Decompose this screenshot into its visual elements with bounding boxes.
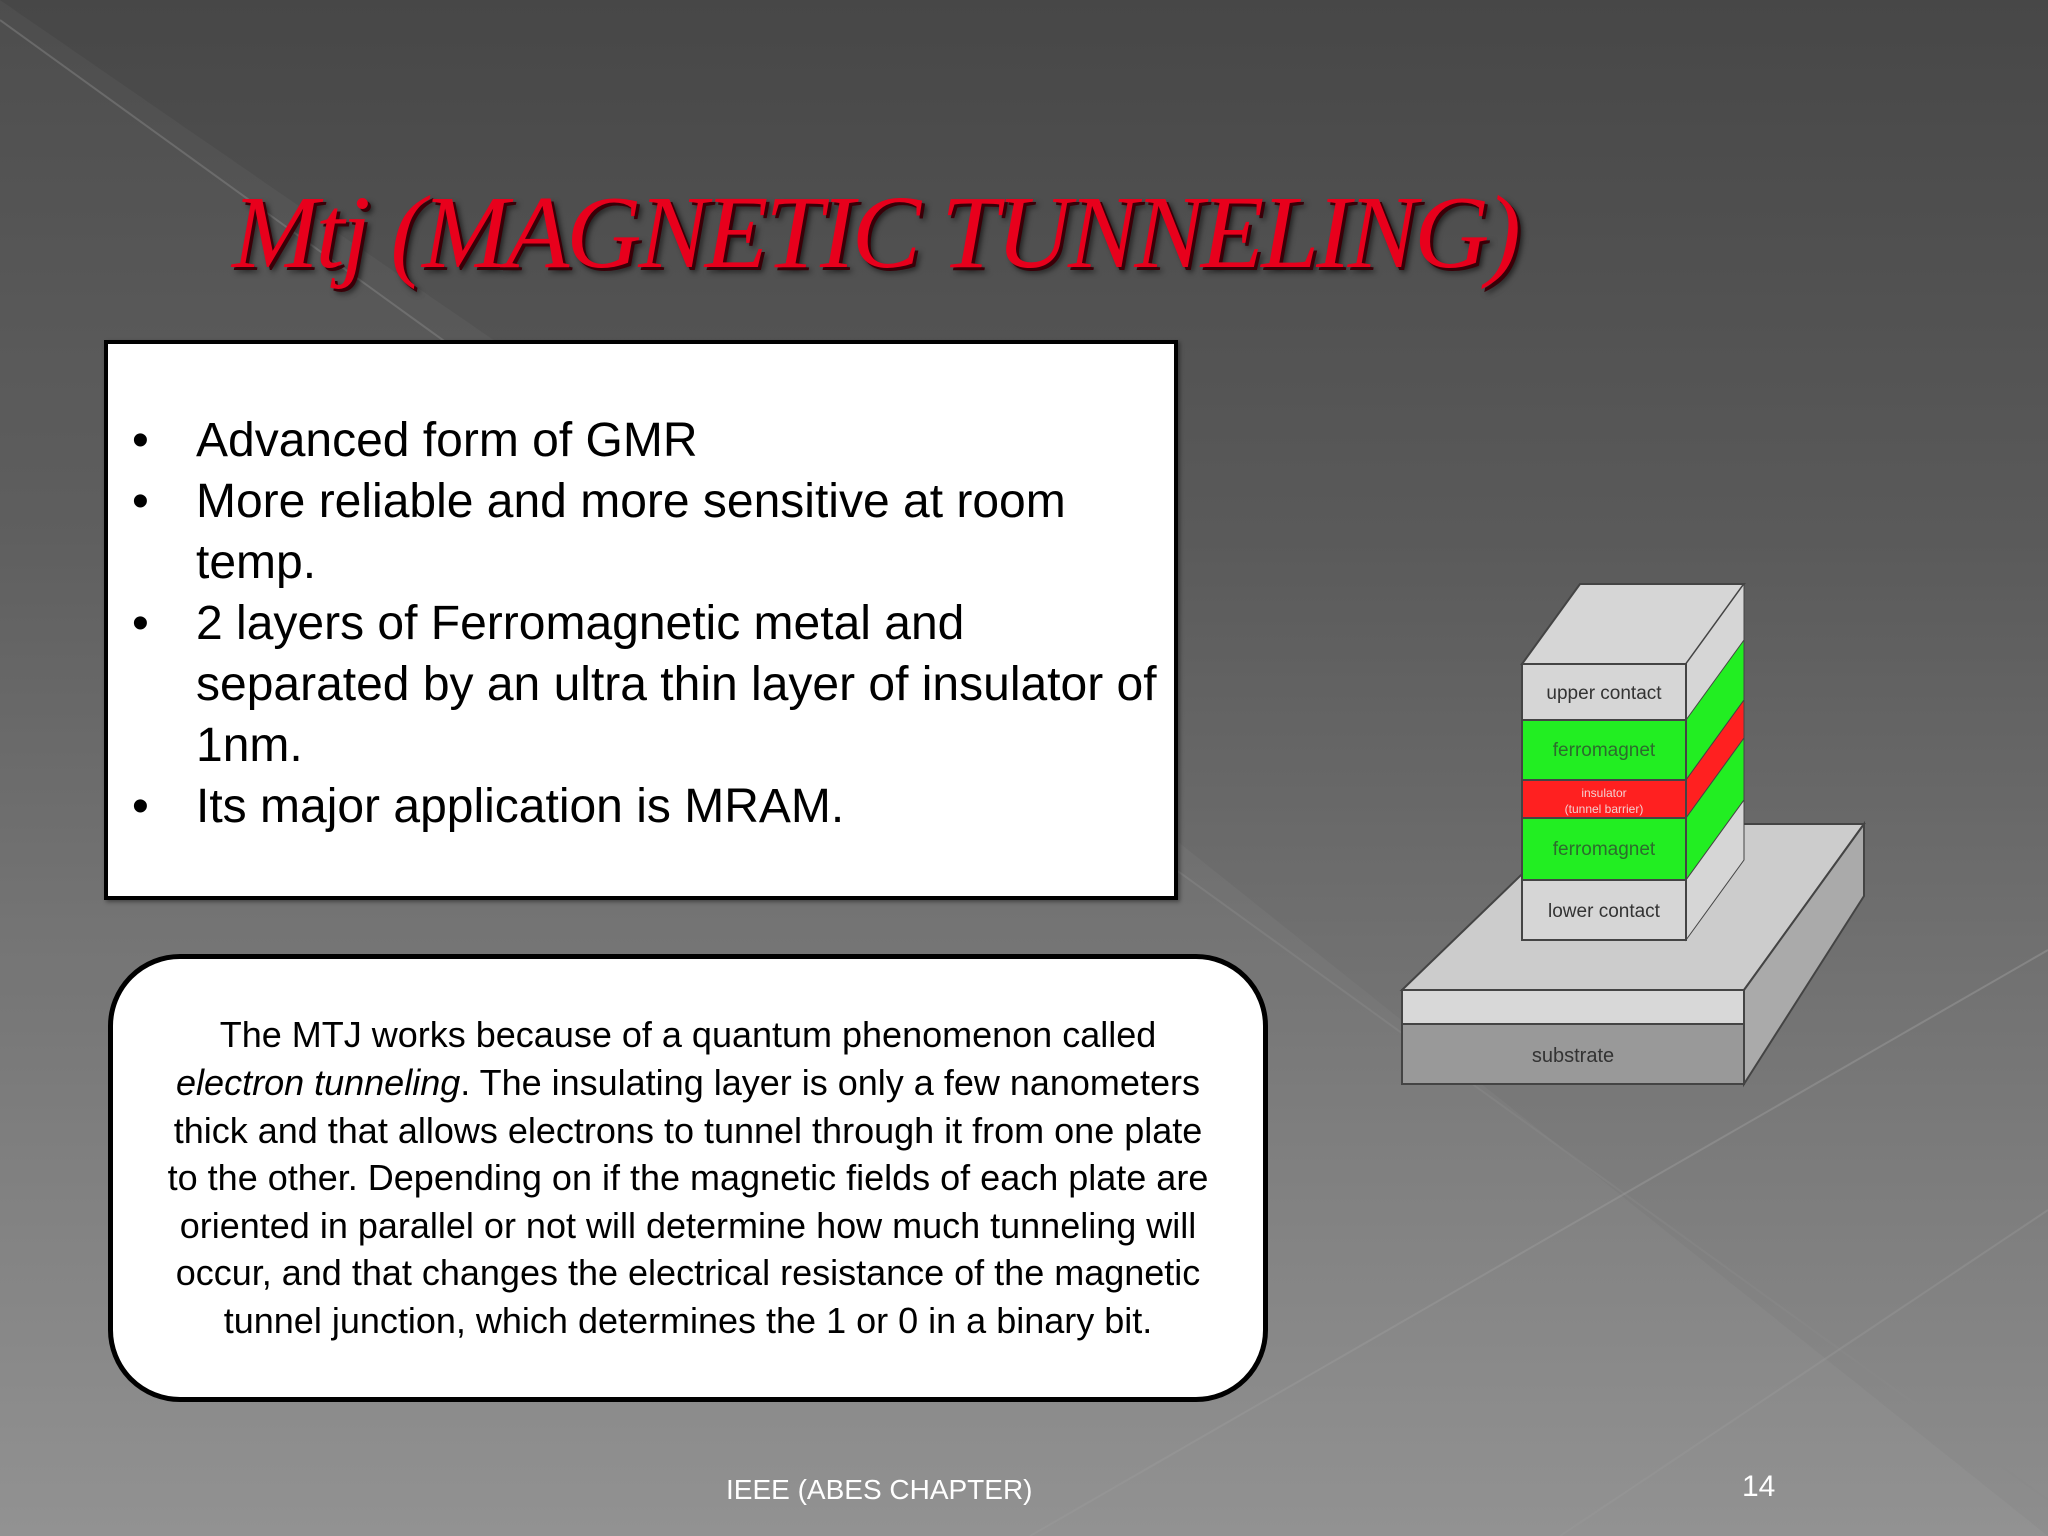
bullet-box xyxy=(104,340,1178,900)
explanation-emphasis: electron tunneling xyxy=(176,1062,461,1104)
substrate-upper-band xyxy=(1402,990,1744,1024)
explanation-box xyxy=(108,954,1268,1402)
list-item xyxy=(132,776,1158,837)
ferromagnet-top-label: ferromagnet xyxy=(1552,740,1656,761)
bullet-text: 2 layers of Ferromagnetic metal and separated by an ultra thin layer of insulator of 1nm. xyxy=(196,597,1157,772)
bullet-dot: • xyxy=(132,414,149,467)
footer-text: IEEE (ABES CHAPTER) xyxy=(726,1474,1033,1505)
mtj-diagram xyxy=(1390,570,1890,1090)
explanation-part-2: . The insulating layer is only a few nanometers thick and that allows electrons to tunnel through it from one plate to the other. Depending on if the magnetic fields of each plate are oriented in parallel or not will determine how much tunneling will occur, and that changes the electrical resistance of the magnetic tunnel junction, which determines the 1 or 0 in a binary bit. xyxy=(167,1062,1209,1341)
slide-title: Mtj (MAGNETIC TUNNELING) xyxy=(232,175,1518,290)
bullet-dot: • xyxy=(132,475,149,528)
bullet-text: Its major application is MRAM. xyxy=(196,780,845,833)
bullet-text: Advanced form of GMR xyxy=(196,414,698,467)
list-item xyxy=(132,410,1158,471)
upper-contact-label: upper contact xyxy=(1546,683,1662,704)
explanation-part-1: The MTJ works because of a quantum phenomenon called xyxy=(219,1014,1157,1056)
bullet-list xyxy=(132,410,1158,837)
insulator-sublabel: (tunnel barrier) xyxy=(1564,802,1644,816)
bullet-dot: • xyxy=(132,780,149,833)
substrate-label: substrate xyxy=(1531,1045,1615,1067)
list-item xyxy=(132,593,1158,776)
bullet-text: More reliable and more sensitive at room temp. xyxy=(196,475,1066,589)
page-number: 14 xyxy=(1742,1470,1776,1503)
insulator-label: insulator xyxy=(1581,786,1627,800)
lower-contact-label: lower contact xyxy=(1548,901,1660,922)
bullet-dot: • xyxy=(132,597,149,650)
explanation-text xyxy=(158,1011,1218,1344)
ferromagnet-bottom-label: ferromagnet xyxy=(1552,839,1656,860)
list-item xyxy=(132,471,1158,593)
